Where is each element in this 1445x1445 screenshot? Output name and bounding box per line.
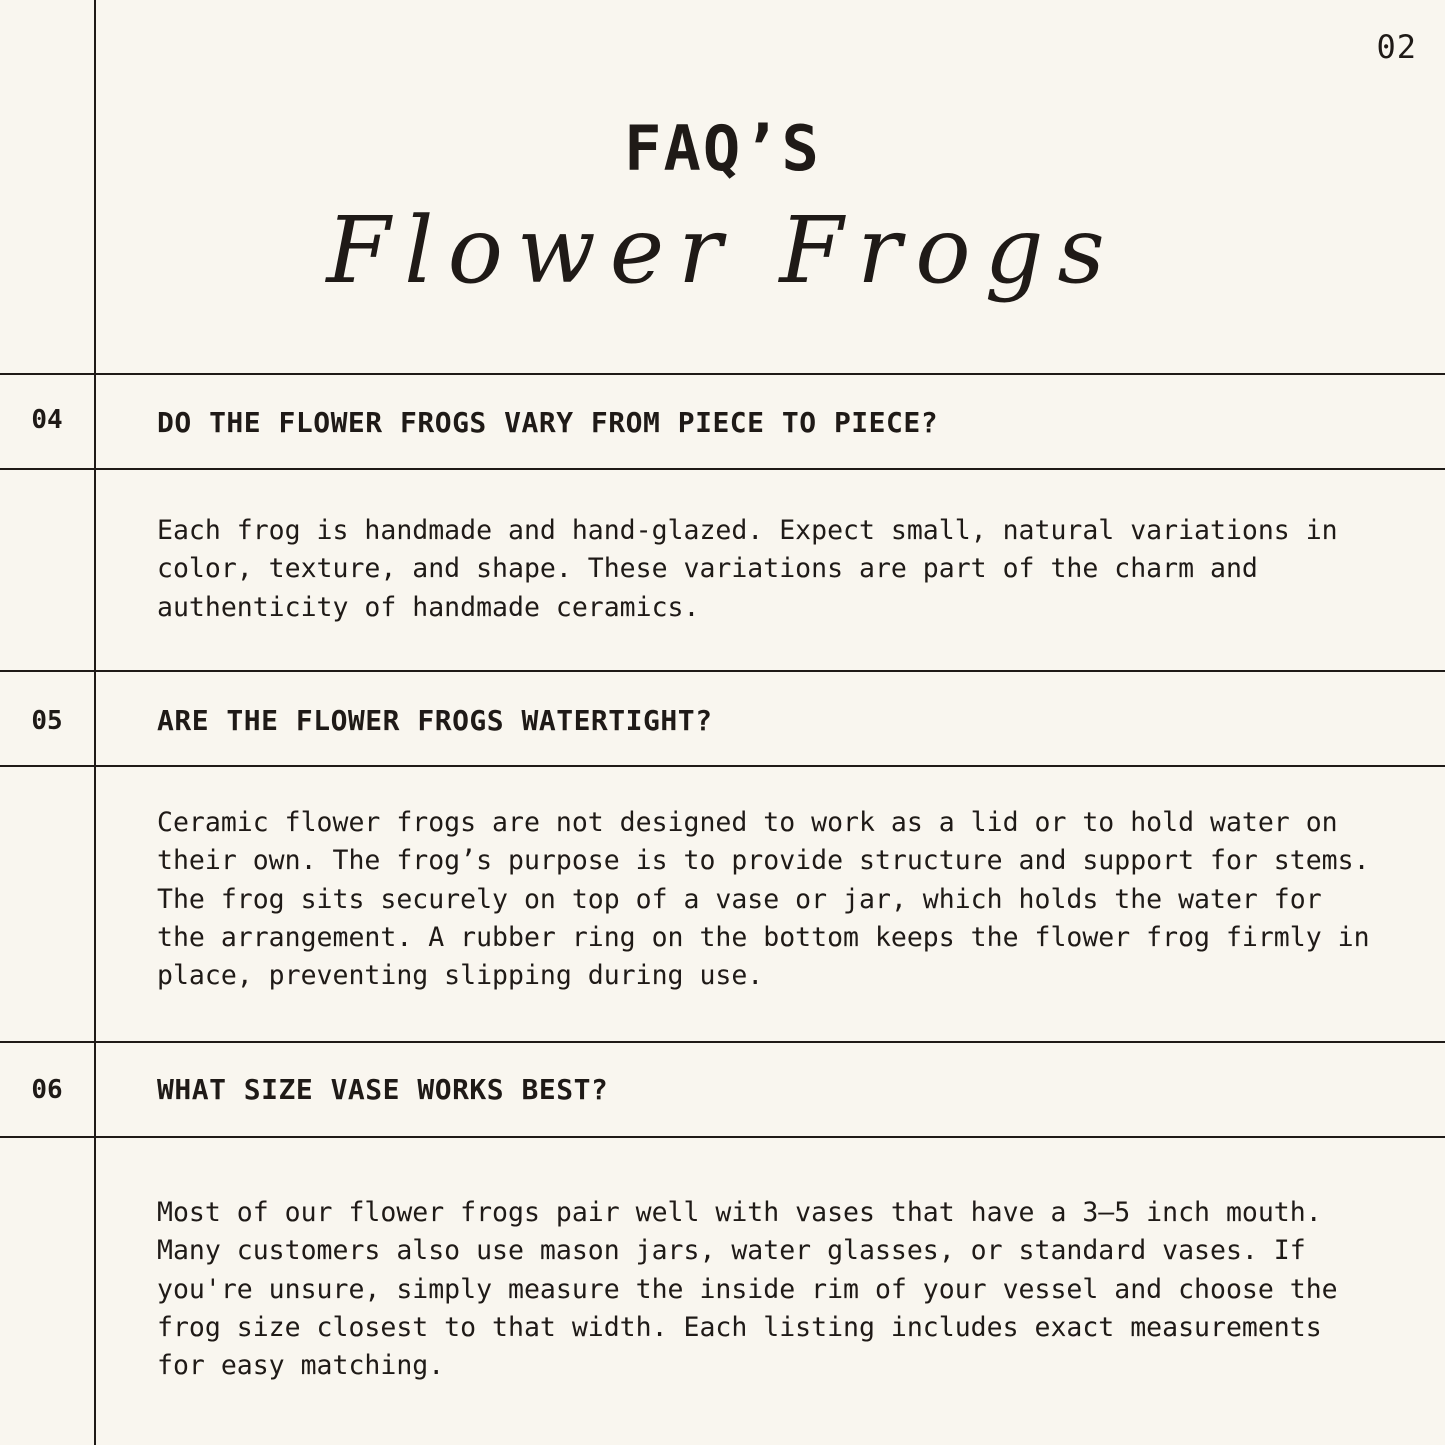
faq-answer-05: Ceramic flower frogs are not designed to work as a lid or to hold water on their own. The frog’s purpose is to provide structure and support for stems. The frog sits securely on top of a vase or jar, which holds the water for the arrangement. A rubber ring on the bottom keeps the flower frog firmly in place, preventing slipping during use.: [157, 807, 1370, 992]
faq-answer-06: Most of our flower frogs pair well with vases that have a 3–5 inch mouth. Many customers also use mason jars, water glasses, or standard vases. If you're unsure, simply measure the inside rim of your vessel and choose the frog size closest to that width. Each listing includes exact measurements for easy matching.: [157, 1197, 1338, 1382]
page-number: 02: [1376, 28, 1417, 66]
section-divider-05: [0, 670, 1445, 672]
page-title: FAQ’S: [624, 112, 821, 185]
question-divider-05: [0, 765, 1445, 767]
faq-question-06: WHAT SIZE VASE WORKS BEST?: [157, 1073, 609, 1106]
question-divider-04: [0, 468, 1445, 470]
faq-number-04: 04: [31, 405, 63, 435]
faq-question-05: ARE THE FLOWER FROGS WATERTIGHT?: [157, 704, 713, 737]
script-subtitle: Flower Frogs: [326, 197, 1119, 304]
faq-number-06: 06: [31, 1075, 63, 1105]
faq-answer-04: Each frog is handmade and hand-glazed. Expect small, natural variations in color, texture, and shape. These variations are part of the charm and authenticity of handmade ceramics.: [157, 515, 1338, 623]
section-divider-06: [0, 1041, 1445, 1043]
question-divider-06: [0, 1136, 1445, 1138]
faq-number-05: 05: [31, 706, 63, 736]
faq-question-04: DO THE FLOWER FROGS VARY FROM PIECE TO PIECE?: [157, 406, 939, 439]
header-divider: [0, 373, 1445, 375]
